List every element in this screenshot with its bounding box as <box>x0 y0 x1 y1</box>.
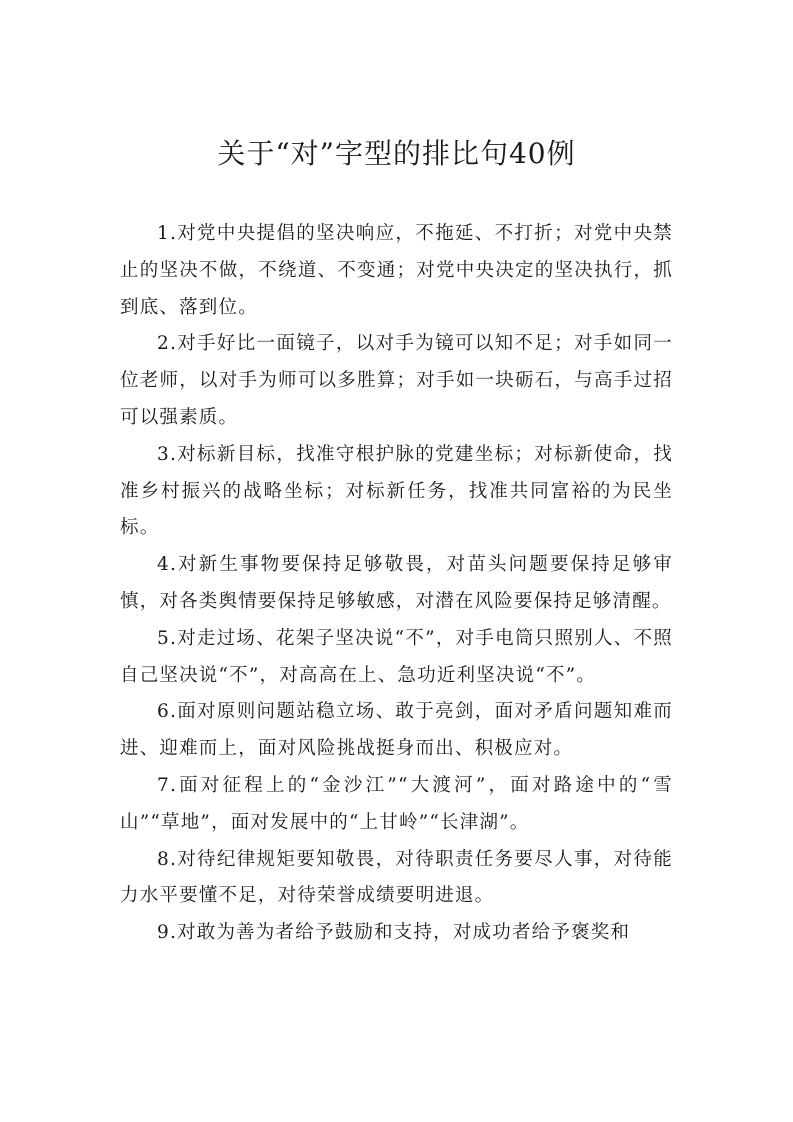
paragraph-5: 5.对走过场、花架子坚决说“不”，对手电筒只照别人、不照自己坚决说“不”，对高高在上、急功近利坚决说“不”。 <box>120 627 673 686</box>
paragraph-3: 3.对标新目标，找准守根护脉的党建坐标；对标新使命，找准乡村振兴的战略坐标；对标新任务，找准共同富裕的为民坐标。 <box>120 443 673 539</box>
paragraph-2: 2.对手好比一面镜子，以对手为镜可以知不足；对手如同一位老师，以对手为师可以多胜算；对手如一块砺石，与高手过招可以强素质。 <box>120 333 673 428</box>
paragraph-6: 6.面对原则问题站稳立场、敢于亮剑，面对矛盾问题知难而进、迎难而上，面对风险挑战挺身而出、积极应对。 <box>120 701 673 760</box>
paragraph-8: 8.对待纪律规矩要知敬畏，对待职责任务要尽人事，对待能力水平要懂不足，对待荣誉成绩要明进退。 <box>120 848 673 907</box>
paragraph-9: 9.对敢为善为者给予鼓励和支持，对成功者给予褒奖和 <box>157 922 631 944</box>
paragraph-7: 7.面对征程上的“金沙江”“大渡河”，面对路途中的“雪山”“草地”，面对发展中的“上甘岭”“长津湖”。 <box>120 774 673 833</box>
paragraph-4: 4.对新生事物要保持足够敬畏，对苗头问题要保持足够审慎，对各类舆情要保持足够敏感，对潜在风险要保持足够清醒。 <box>120 554 673 612</box>
document-body <box>120 216 673 952</box>
document-title: 关于“对”字型的排比句40例 <box>217 137 576 170</box>
paragraph-1: 1.对党中央提倡的坚决响应，不拖延、不打折；对党中央禁止的坚决不做，不绕道、不变通；对党中央决定的坚决执行，抓到底、落到位。 <box>120 223 673 318</box>
